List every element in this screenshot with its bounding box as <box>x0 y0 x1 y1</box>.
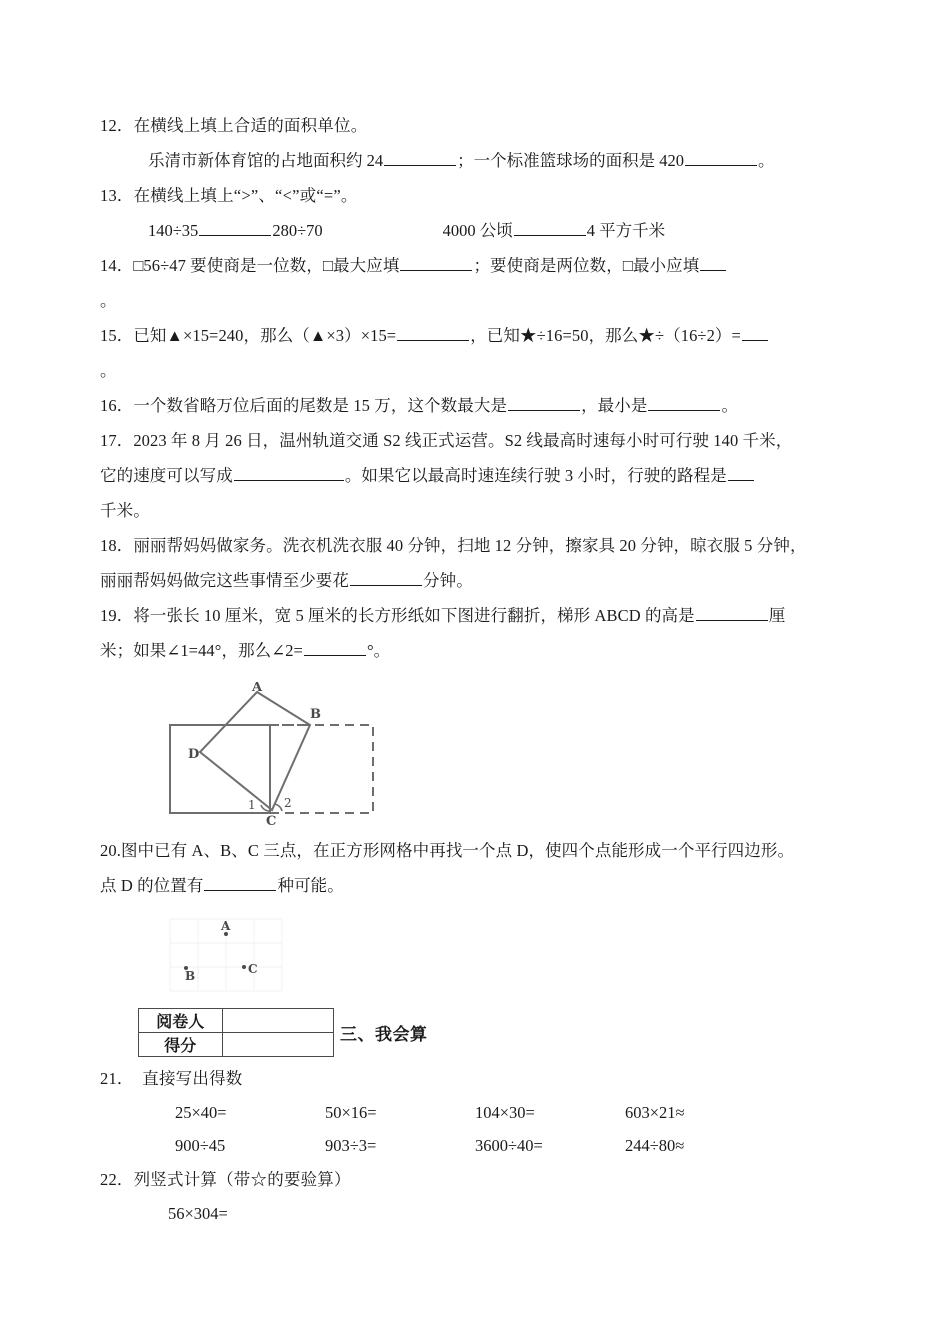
question-19 <box>100 598 850 668</box>
question-12-body-mid: ；一个标准篮球场的面积是 420 <box>457 151 684 170</box>
q13-right-b: 4 平方千米 <box>586 221 666 240</box>
question-12-body-end: 。 <box>758 151 775 170</box>
q19-line1-pre: 将一张长 10 厘米，宽 5 厘米的长方形纸如下图进行翻折，梯形 ABCD 的高是 <box>133 606 695 625</box>
calc-item: 3600÷40= <box>475 1136 543 1155</box>
q13-right-a: 4000 公顷 <box>442 221 513 240</box>
calc-item: 900÷45 <box>175 1136 226 1155</box>
question-13-number: 13． <box>100 186 134 205</box>
answer-blank[interactable] <box>700 257 726 271</box>
answer-blank[interactable] <box>400 257 472 271</box>
question-15 <box>100 318 850 388</box>
answer-blank[interactable] <box>685 152 757 166</box>
question-12-text: 在横线上填上合适的面积单位。 <box>133 116 368 135</box>
label-angle-2: 2 <box>284 796 292 810</box>
square-grid-points-figure <box>158 913 323 998</box>
question-16 <box>100 388 850 423</box>
answer-blank[interactable] <box>384 152 456 166</box>
question-18-number: 18． <box>100 536 134 555</box>
question-21-text: 直接写出得数 <box>142 1069 243 1088</box>
label-a: A <box>221 919 231 933</box>
question-15-number: 15． <box>100 326 134 345</box>
score-table <box>138 1008 334 1057</box>
q18-line2-post: 分钟。 <box>423 571 473 590</box>
q20-line2-post: 种可能。 <box>277 876 344 895</box>
q18-line2-pre: 丽丽帮妈妈做完这些事情至少要花 <box>100 571 349 590</box>
q15-part2: ，已知★÷16=50，那么★÷（16÷2）= <box>470 326 741 345</box>
score-value[interactable] <box>222 1033 333 1057</box>
question-17 <box>100 423 850 528</box>
answer-blank[interactable] <box>508 397 580 411</box>
score-label: 得分 <box>139 1033 223 1057</box>
q15-part1: 已知▲×15=240，那么（▲×3）×15= <box>133 326 397 345</box>
q14-part1: □56÷47 要使商是一位数，□最大应填 <box>133 256 400 275</box>
question-12-number: 12． <box>100 116 134 135</box>
q13-left-a: 140÷35 <box>148 221 199 240</box>
table-row <box>139 1009 334 1033</box>
q17-line2-pre: 它的速度可以写成 <box>100 466 233 485</box>
label-b: B <box>310 707 321 722</box>
question-22-text: 列竖式计算（带☆的要验算） <box>133 1170 351 1189</box>
question-13-text: 在横线上填上“>”、“<”或“=”。 <box>133 186 358 205</box>
calc-item: 104×30= <box>475 1103 535 1122</box>
question-22-number: 22． <box>100 1170 134 1189</box>
question-12-stem <box>100 108 850 143</box>
q17-line3: 千米。 <box>100 501 150 520</box>
question-20 <box>100 833 850 903</box>
question-22-stem <box>100 1162 850 1197</box>
question-22-item-1: 56×304= <box>168 1204 228 1223</box>
folded-rectangle-figure <box>160 682 390 827</box>
q13-left-b: 280÷70 <box>272 221 323 240</box>
answer-blank[interactable] <box>304 642 366 656</box>
question-14-number: 14． <box>100 256 134 275</box>
calc-item: 244÷80≈ <box>625 1136 685 1155</box>
answer-blank[interactable] <box>204 877 276 891</box>
q19-line2-pre: 米；如果∠1=44°，那么∠2= <box>100 641 303 660</box>
q14-part3: 。 <box>100 291 117 310</box>
question-20-number: 20. <box>100 841 121 860</box>
label-c: C <box>266 814 277 827</box>
question-21-stem <box>100 1061 850 1096</box>
rotated-square-abcd <box>200 692 310 810</box>
label-d: D <box>188 747 200 762</box>
label-a: A <box>252 682 263 695</box>
calc-item: 50×16= <box>325 1103 377 1122</box>
label-c: C <box>248 962 258 976</box>
label-angle-1: 1 <box>248 798 256 812</box>
answer-blank[interactable] <box>696 607 768 621</box>
q18-line1: 丽丽帮妈妈做家务。洗衣机洗衣服 40 分钟，扫地 12 分钟，擦家具 20 分钟，晾衣服 5 分钟， <box>133 536 807 555</box>
grader-label: 阅卷人 <box>139 1009 223 1033</box>
score-and-section-row <box>138 1008 850 1057</box>
question-18 <box>100 528 850 598</box>
question-14 <box>100 248 850 318</box>
question-21-row-1 <box>100 1096 850 1129</box>
label-b: B <box>185 969 196 983</box>
q15-part3: 。 <box>100 361 117 380</box>
q17-line1: 2023 年 8 月 26 日，温州轨道交通 S2 线正式运营。S2 线最高时速每小时可行驶 140 千米， <box>133 431 793 450</box>
calc-item: 903÷3= <box>325 1136 377 1155</box>
q14-part2: ；要使商是两位数，□最小应填 <box>473 256 700 275</box>
answer-blank[interactable] <box>397 327 469 341</box>
question-13-stem <box>100 178 850 213</box>
question-21-row-2 <box>100 1129 850 1162</box>
q17-line2-mid: 。如果它以最高时速连续行驶 3 小时，行驶的路程是 <box>344 466 727 485</box>
answer-blank[interactable] <box>728 467 754 481</box>
question-13-body <box>100 213 850 248</box>
grader-value[interactable] <box>222 1009 333 1033</box>
q16-part2: ，最小是 <box>581 396 648 415</box>
question-16-number: 16． <box>100 396 134 415</box>
answer-blank[interactable] <box>234 467 344 481</box>
table-row <box>139 1033 334 1057</box>
q19-line1-post: 厘 <box>768 606 786 625</box>
answer-blank[interactable] <box>199 222 271 236</box>
q16-part3: 。 <box>721 396 739 415</box>
answer-blank[interactable] <box>648 397 720 411</box>
question-12-body <box>100 143 850 178</box>
point-c-dot <box>242 965 246 969</box>
answer-blank[interactable] <box>514 222 586 236</box>
grid-points-svg <box>158 913 323 998</box>
q20-line1: 图中已有 A、B、C 三点，在正方形网格中再找一个点 D，使四个点能形成一个平行四边形。 <box>120 841 795 860</box>
q16-part1: 一个数省略万位后面的尾数是 15 万，这个数最大是 <box>133 396 508 415</box>
answer-blank[interactable] <box>350 572 422 586</box>
question-17-number: 17． <box>100 431 134 450</box>
question-19-number: 19． <box>100 606 134 625</box>
question-21-number: 21． <box>100 1069 134 1088</box>
question-12-body-pre: 乐清市新体育馆的占地面积约 24 <box>148 151 384 170</box>
section-title: 三、我会算 <box>340 1025 428 1045</box>
calc-item: 25×40= <box>175 1103 227 1122</box>
calc-item: 603×21≈ <box>625 1103 685 1122</box>
folded-rectangle-svg <box>160 682 390 827</box>
q19-line2-post: °。 <box>366 641 391 660</box>
q20-line2-pre: 点 D 的位置有 <box>100 876 204 895</box>
answer-blank[interactable] <box>742 327 768 341</box>
